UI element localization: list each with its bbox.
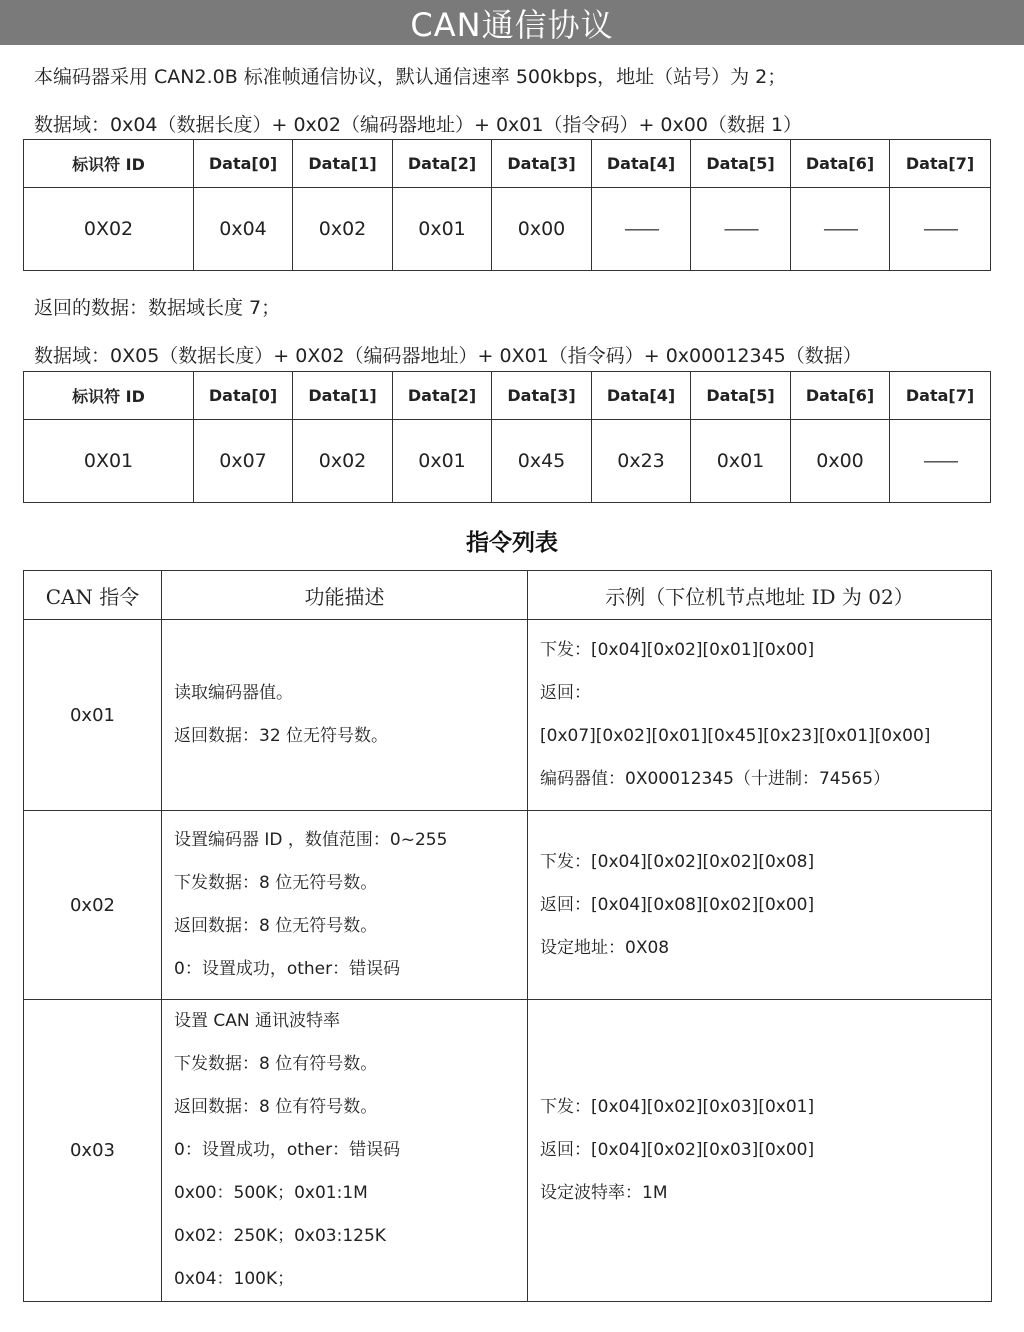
- command-list-title: 指令列表: [466, 530, 558, 556]
- command-header-row: [24, 571, 992, 620]
- command-code: 0x01: [24, 620, 162, 811]
- response-data-field-text: 数据域：0X05（数据长度）+ 0X02（编码器地址）+ 0X01（指令码）+ 0x00012345（数据）: [34, 345, 862, 367]
- command-description: [162, 1000, 528, 1302]
- response-intro-text: 返回的数据：数据域长度 7；: [34, 297, 281, 319]
- example-line: 设定波特率：1M: [540, 1183, 668, 1203]
- request-data-field-text: 数据域：0x04（数据长度）+ 0x02（编码器地址）+ 0x01（指令码）+ 0x00（数据 1）: [34, 114, 803, 136]
- header-cell: Data[5]: [691, 140, 791, 188]
- value-cell: 0x00: [791, 420, 890, 503]
- value-cell: 0x01: [691, 420, 791, 503]
- command-row-0x03: [24, 1000, 992, 1302]
- response-frame-table: [23, 371, 991, 503]
- example-line: 编码器值：0X00012345（十进制：74565）: [540, 769, 891, 789]
- value-cell: 0x23: [592, 420, 691, 503]
- description-line: 0：设置成功，other：错误码: [174, 959, 401, 979]
- value-cell-empty: ——: [691, 188, 791, 271]
- example-line: 下发：[0x04][0x02][0x03][0x01]: [540, 1097, 815, 1117]
- example-line: 下发：[0x04][0x02][0x01][0x00]: [540, 640, 815, 660]
- request-value-row: [24, 188, 991, 271]
- description-line: 返回数据：8 位有符号数。: [174, 1097, 378, 1117]
- example-line: 返回：[0x04][0x02][0x03][0x00]: [540, 1140, 815, 1160]
- description-line: 返回数据：8 位无符号数。: [174, 916, 378, 936]
- value-cell-empty: ——: [791, 188, 890, 271]
- value-cell: 0x04: [194, 188, 293, 271]
- command-code: 0x03: [24, 1000, 162, 1302]
- command-example: [528, 620, 992, 811]
- command-code: 0x02: [24, 811, 162, 1000]
- request-header-row: [24, 140, 991, 188]
- header-cell: Data[2]: [393, 372, 492, 420]
- command-row-0x01: [24, 620, 992, 811]
- value-cell: 0x02: [293, 188, 393, 271]
- header-cell: Data[7]: [890, 140, 991, 188]
- header-cell: Data[0]: [194, 372, 293, 420]
- value-cell: 0X02: [24, 188, 194, 271]
- description-line: 下发数据：8 位有符号数。: [174, 1054, 378, 1074]
- description-line: 0x00：500K；0x01:1M: [174, 1183, 368, 1203]
- header-cell-command: CAN 指令: [24, 571, 162, 620]
- description-line: 读取编码器值。: [174, 683, 293, 703]
- page-title: CAN通信协议: [0, 0, 1024, 45]
- description-line: 0x02：250K；0x03:125K: [174, 1226, 386, 1246]
- description-line: 设置编码器 ID ，数值范围：0~255: [174, 830, 448, 850]
- command-example: [528, 811, 992, 1000]
- header-cell: Data[1]: [293, 372, 393, 420]
- value-cell-empty: ——: [592, 188, 691, 271]
- description-line: 设置 CAN 通讯波特率: [174, 1011, 341, 1031]
- header-cell: Data[0]: [194, 140, 293, 188]
- description-line: 0x04：100K；: [174, 1269, 295, 1289]
- response-header-row: [24, 372, 991, 420]
- header-cell: Data[1]: [293, 140, 393, 188]
- header-cell-example: 示例（下位机节点地址 ID 为 02）: [528, 571, 992, 620]
- request-frame-table: [23, 139, 991, 271]
- header-cell: Data[5]: [691, 372, 791, 420]
- example-line: 设定地址：0X08: [540, 937, 670, 958]
- description-line: 返回数据：32 位无符号数。: [174, 726, 389, 746]
- header-cell-description: 功能描述: [162, 571, 528, 620]
- example-line: [0x07][0x02][0x01][0x45][0x23][0x01][0x00]: [540, 726, 931, 746]
- header-cell: Data[3]: [492, 140, 592, 188]
- intro-text: 本编码器采用 CAN2.0B 标准帧通信协议，默认通信速率 500kbps，地址（站号）为 2；: [34, 66, 787, 88]
- value-cell-empty: ——: [890, 188, 991, 271]
- header-cell: Data[3]: [492, 372, 592, 420]
- command-description: [162, 811, 528, 1000]
- description-line: 0：设置成功，other：错误码: [174, 1140, 401, 1160]
- header-cell: Data[2]: [393, 140, 492, 188]
- header-cell: Data[4]: [592, 140, 691, 188]
- header-cell: Data[6]: [791, 372, 890, 420]
- value-cell: 0x01: [393, 420, 492, 503]
- header-cell: Data[4]: [592, 372, 691, 420]
- command-row-0x02: [24, 811, 992, 1000]
- example-line: 返回：: [540, 683, 591, 703]
- command-table: [23, 570, 992, 1302]
- header-cell: Data[7]: [890, 372, 991, 420]
- example-line: 返回：[0x04][0x08][0x02][0x00]: [540, 894, 815, 915]
- example-line: 下发：[0x04][0x02][0x02][0x08]: [540, 851, 815, 872]
- value-cell: 0x07: [194, 420, 293, 503]
- value-cell: 0X01: [24, 420, 194, 503]
- value-cell: 0x02: [293, 420, 393, 503]
- command-description: [162, 620, 528, 811]
- header-cell: Data[6]: [791, 140, 890, 188]
- value-cell: 0x00: [492, 188, 592, 271]
- description-line: 下发数据：8 位无符号数。: [174, 873, 378, 893]
- header-cell: 标识符 ID: [24, 140, 194, 188]
- command-example: [528, 1000, 992, 1302]
- value-cell: 0x45: [492, 420, 592, 503]
- value-cell-empty: ——: [890, 420, 991, 503]
- header-cell: 标识符 ID: [24, 372, 194, 420]
- response-value-row: [24, 420, 991, 503]
- value-cell: 0x01: [393, 188, 492, 271]
